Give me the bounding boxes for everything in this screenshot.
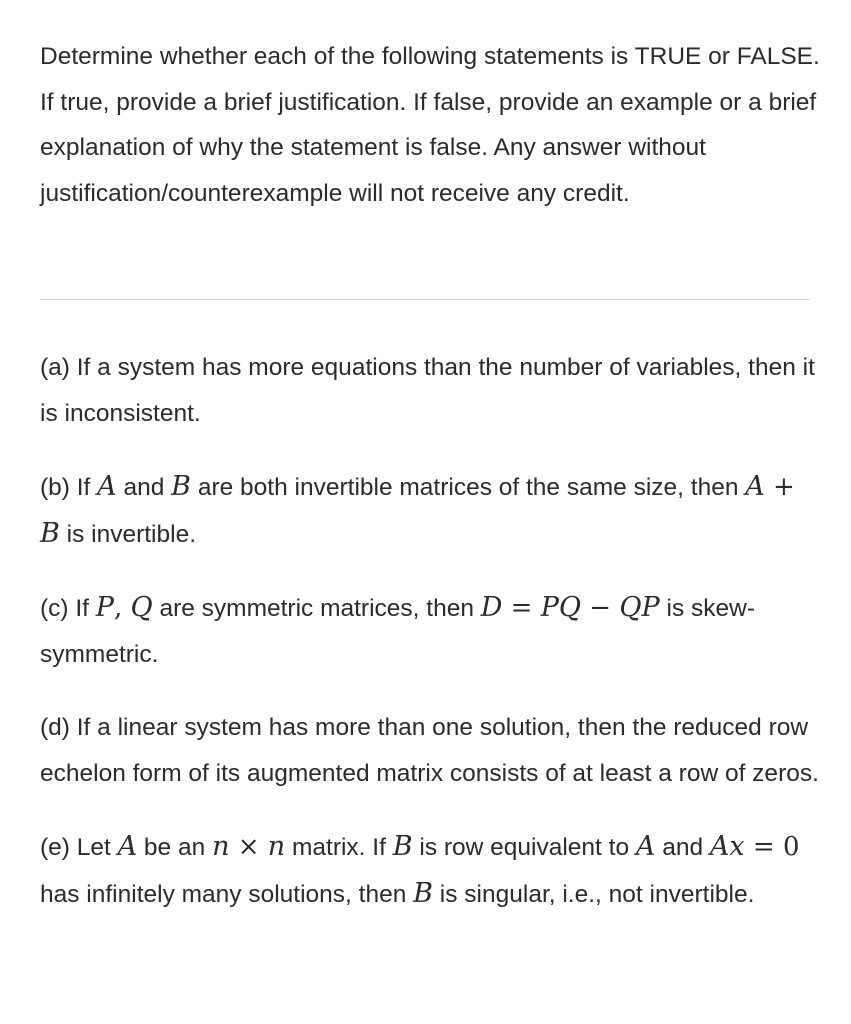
math-operator: , xyxy=(113,593,131,623)
math-symbol: D xyxy=(480,592,503,623)
question-container xyxy=(40,34,820,216)
section-divider xyxy=(40,299,810,300)
math-symbol: A xyxy=(745,471,765,502)
statement-d xyxy=(40,705,820,796)
statement-text: is row equivalent to xyxy=(412,834,636,861)
math-symbol: B xyxy=(413,877,433,909)
statement-text: (b) If xyxy=(40,474,98,501)
math-operator: × xyxy=(229,832,268,862)
statement-text: (e) Let xyxy=(40,834,118,861)
statement-e xyxy=(40,824,820,917)
statement-text: has infinitely many solutions, then xyxy=(40,880,414,908)
statement-text: and xyxy=(116,474,172,501)
statement-text: is singular, i.e., not invertible. xyxy=(433,880,755,908)
math-symbol: QP xyxy=(619,592,660,623)
math-operator: − xyxy=(581,593,620,623)
statement-text: matrix. If xyxy=(285,834,393,861)
math-symbol: Q xyxy=(130,592,153,623)
math-symbol: PQ xyxy=(540,592,582,623)
math-symbol: B xyxy=(171,471,192,502)
math-symbol: A xyxy=(635,831,656,862)
statement-text: are both invertible matrices of the same size, then xyxy=(191,474,746,501)
math-symbol: A xyxy=(97,471,117,502)
math-symbol: n xyxy=(212,831,230,862)
statement-text: is skew-symmetric. xyxy=(40,595,755,668)
statement-b xyxy=(40,464,820,557)
statement-list xyxy=(40,345,820,917)
statement-text: be an xyxy=(137,834,213,861)
math-operator: = 0 xyxy=(744,832,800,862)
math-symbol: B xyxy=(40,517,60,549)
math-operator: = xyxy=(502,593,541,623)
statement-text: and xyxy=(655,834,710,861)
instructions-paragraph: Determine whether each of the following statements is TRUE or FALSE. If true, provide a brief justification. If false, provide an example or a brief explanation of why the statement is false. Any answer without justification/counterexample will not receive any credit. xyxy=(40,43,820,207)
math-symbol: B xyxy=(392,831,413,862)
statement-text: (a) If a system has more equations than the number of variables, then it is inconsistent. xyxy=(40,354,815,427)
statement-a xyxy=(40,345,820,436)
math-symbol: P xyxy=(95,592,114,623)
statement-text: are symmetric matrices, then xyxy=(152,595,481,622)
statement-text: (d) If a linear system has more than one solution, then the reduced row echelon form of its augmented matrix consists of at least a row of zeros. xyxy=(40,714,819,787)
math-symbol: n xyxy=(267,831,286,862)
statement-c xyxy=(40,585,820,677)
statement-text: is invertible. xyxy=(59,520,197,548)
math-symbol: A xyxy=(117,831,138,862)
math-operator: + xyxy=(764,472,795,502)
statement-text: (c) If xyxy=(40,595,96,622)
math-symbol: Ax xyxy=(709,831,745,862)
